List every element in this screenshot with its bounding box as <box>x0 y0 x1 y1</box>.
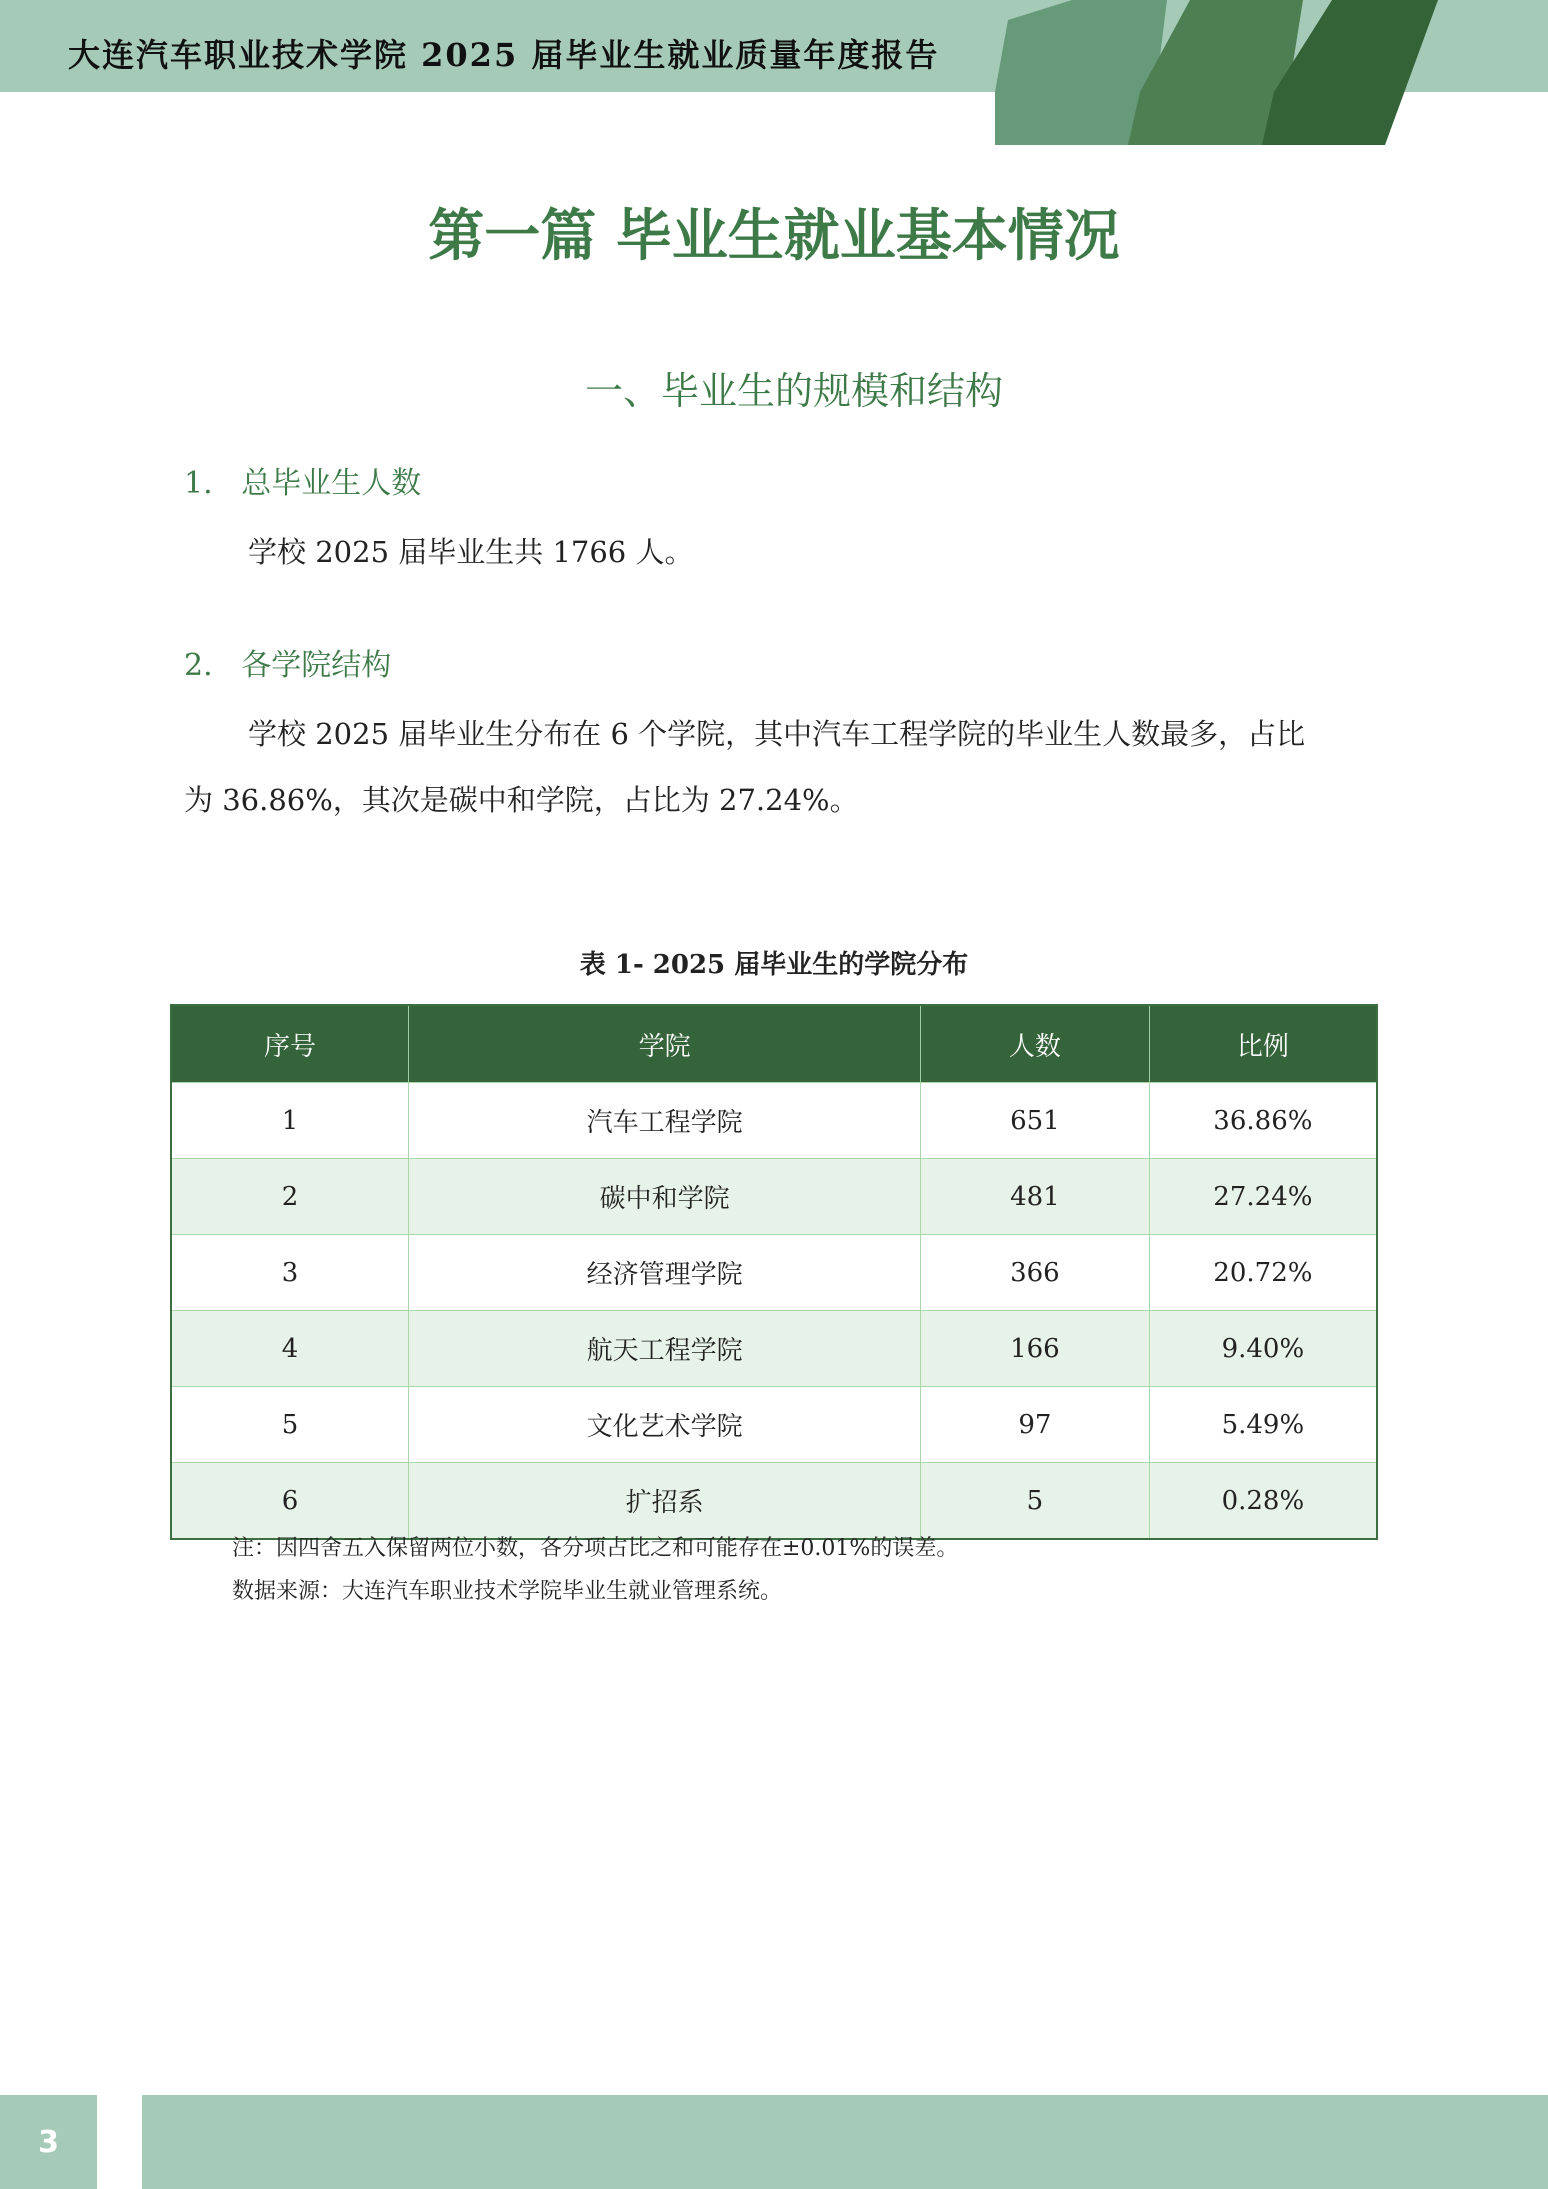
subsection-number: 1. <box>184 466 213 501</box>
cell-index: 3 <box>171 1235 409 1311</box>
cell-count: 5 <box>921 1463 1150 1540</box>
cell-college: 扩招系 <box>409 1463 921 1540</box>
cell-index: 5 <box>171 1387 409 1463</box>
cell-count: 366 <box>921 1235 1150 1311</box>
table-header-row <box>171 1005 1377 1083</box>
total-graduates-text: 学校 2025 届毕业生共 1766 人。 <box>248 535 694 569</box>
table-row <box>171 1235 1377 1311</box>
section-title: 一、毕业生的规模和结构 <box>584 369 1003 413</box>
cell-count: 481 <box>921 1159 1150 1235</box>
cell-index: 2 <box>171 1159 409 1235</box>
table-note: 注：因四舍五入保留两位小数，各分项占比之和可能存在±0.01%的误差。 <box>232 1536 959 1561</box>
cell-count: 166 <box>921 1311 1150 1387</box>
cell-college: 航天工程学院 <box>409 1311 921 1387</box>
footer-band <box>142 2095 1548 2189</box>
cell-index: 4 <box>171 1311 409 1387</box>
header-college: 学院 <box>409 1005 921 1083</box>
table-row <box>171 1159 1377 1235</box>
cell-ratio: 27.24% <box>1149 1159 1377 1235</box>
subsection-2-heading <box>184 640 391 684</box>
table-row <box>171 1083 1377 1159</box>
college-structure-text-line2: 为 36.86%，其次是碳中和学院，占比为 27.24%。 <box>184 783 859 817</box>
report-header-title: 大连汽车职业技术学院 2025 届毕业生就业质量年度报告 <box>68 36 940 74</box>
cell-ratio: 36.86% <box>1149 1083 1377 1159</box>
cell-ratio: 0.28% <box>1149 1463 1377 1540</box>
cell-count: 97 <box>921 1387 1150 1463</box>
table-caption: 表 1- 2025 届毕业生的学院分布 <box>579 950 969 980</box>
subsection-title: 总毕业生人数 <box>241 466 422 501</box>
cell-college: 汽车工程学院 <box>409 1083 921 1159</box>
subsection-1-heading <box>184 458 421 502</box>
cell-ratio: 9.40% <box>1149 1311 1377 1387</box>
cell-college: 碳中和学院 <box>409 1159 921 1235</box>
header-ratio: 比例 <box>1149 1005 1377 1083</box>
chapter-title: 第一篇 毕业生就业基本情况 <box>428 203 1120 269</box>
table-row <box>171 1463 1377 1540</box>
cell-index: 6 <box>171 1463 409 1540</box>
cell-index: 1 <box>171 1083 409 1159</box>
cell-count: 651 <box>921 1083 1150 1159</box>
college-structure-text-line1: 学校 2025 届毕业生分布在 6 个学院，其中汽车工程学院的毕业生人数最多，占比 <box>248 717 1306 751</box>
table-row <box>171 1311 1377 1387</box>
page-number: 3 <box>0 2095 97 2189</box>
college-distribution-table <box>170 1004 1378 1540</box>
cell-college: 文化艺术学院 <box>409 1387 921 1463</box>
subsection-title: 各学院结构 <box>241 648 392 683</box>
table-source: 数据来源：大连汽车职业技术学院毕业生就业管理系统。 <box>232 1579 783 1604</box>
cell-ratio: 20.72% <box>1149 1235 1377 1311</box>
header-count: 人数 <box>921 1005 1150 1083</box>
subsection-number: 2. <box>184 648 213 683</box>
header-index: 序号 <box>171 1005 409 1083</box>
cell-college: 经济管理学院 <box>409 1235 921 1311</box>
cell-ratio: 5.49% <box>1149 1387 1377 1463</box>
header-decorative-stripes <box>990 0 1450 150</box>
table-row <box>171 1387 1377 1463</box>
